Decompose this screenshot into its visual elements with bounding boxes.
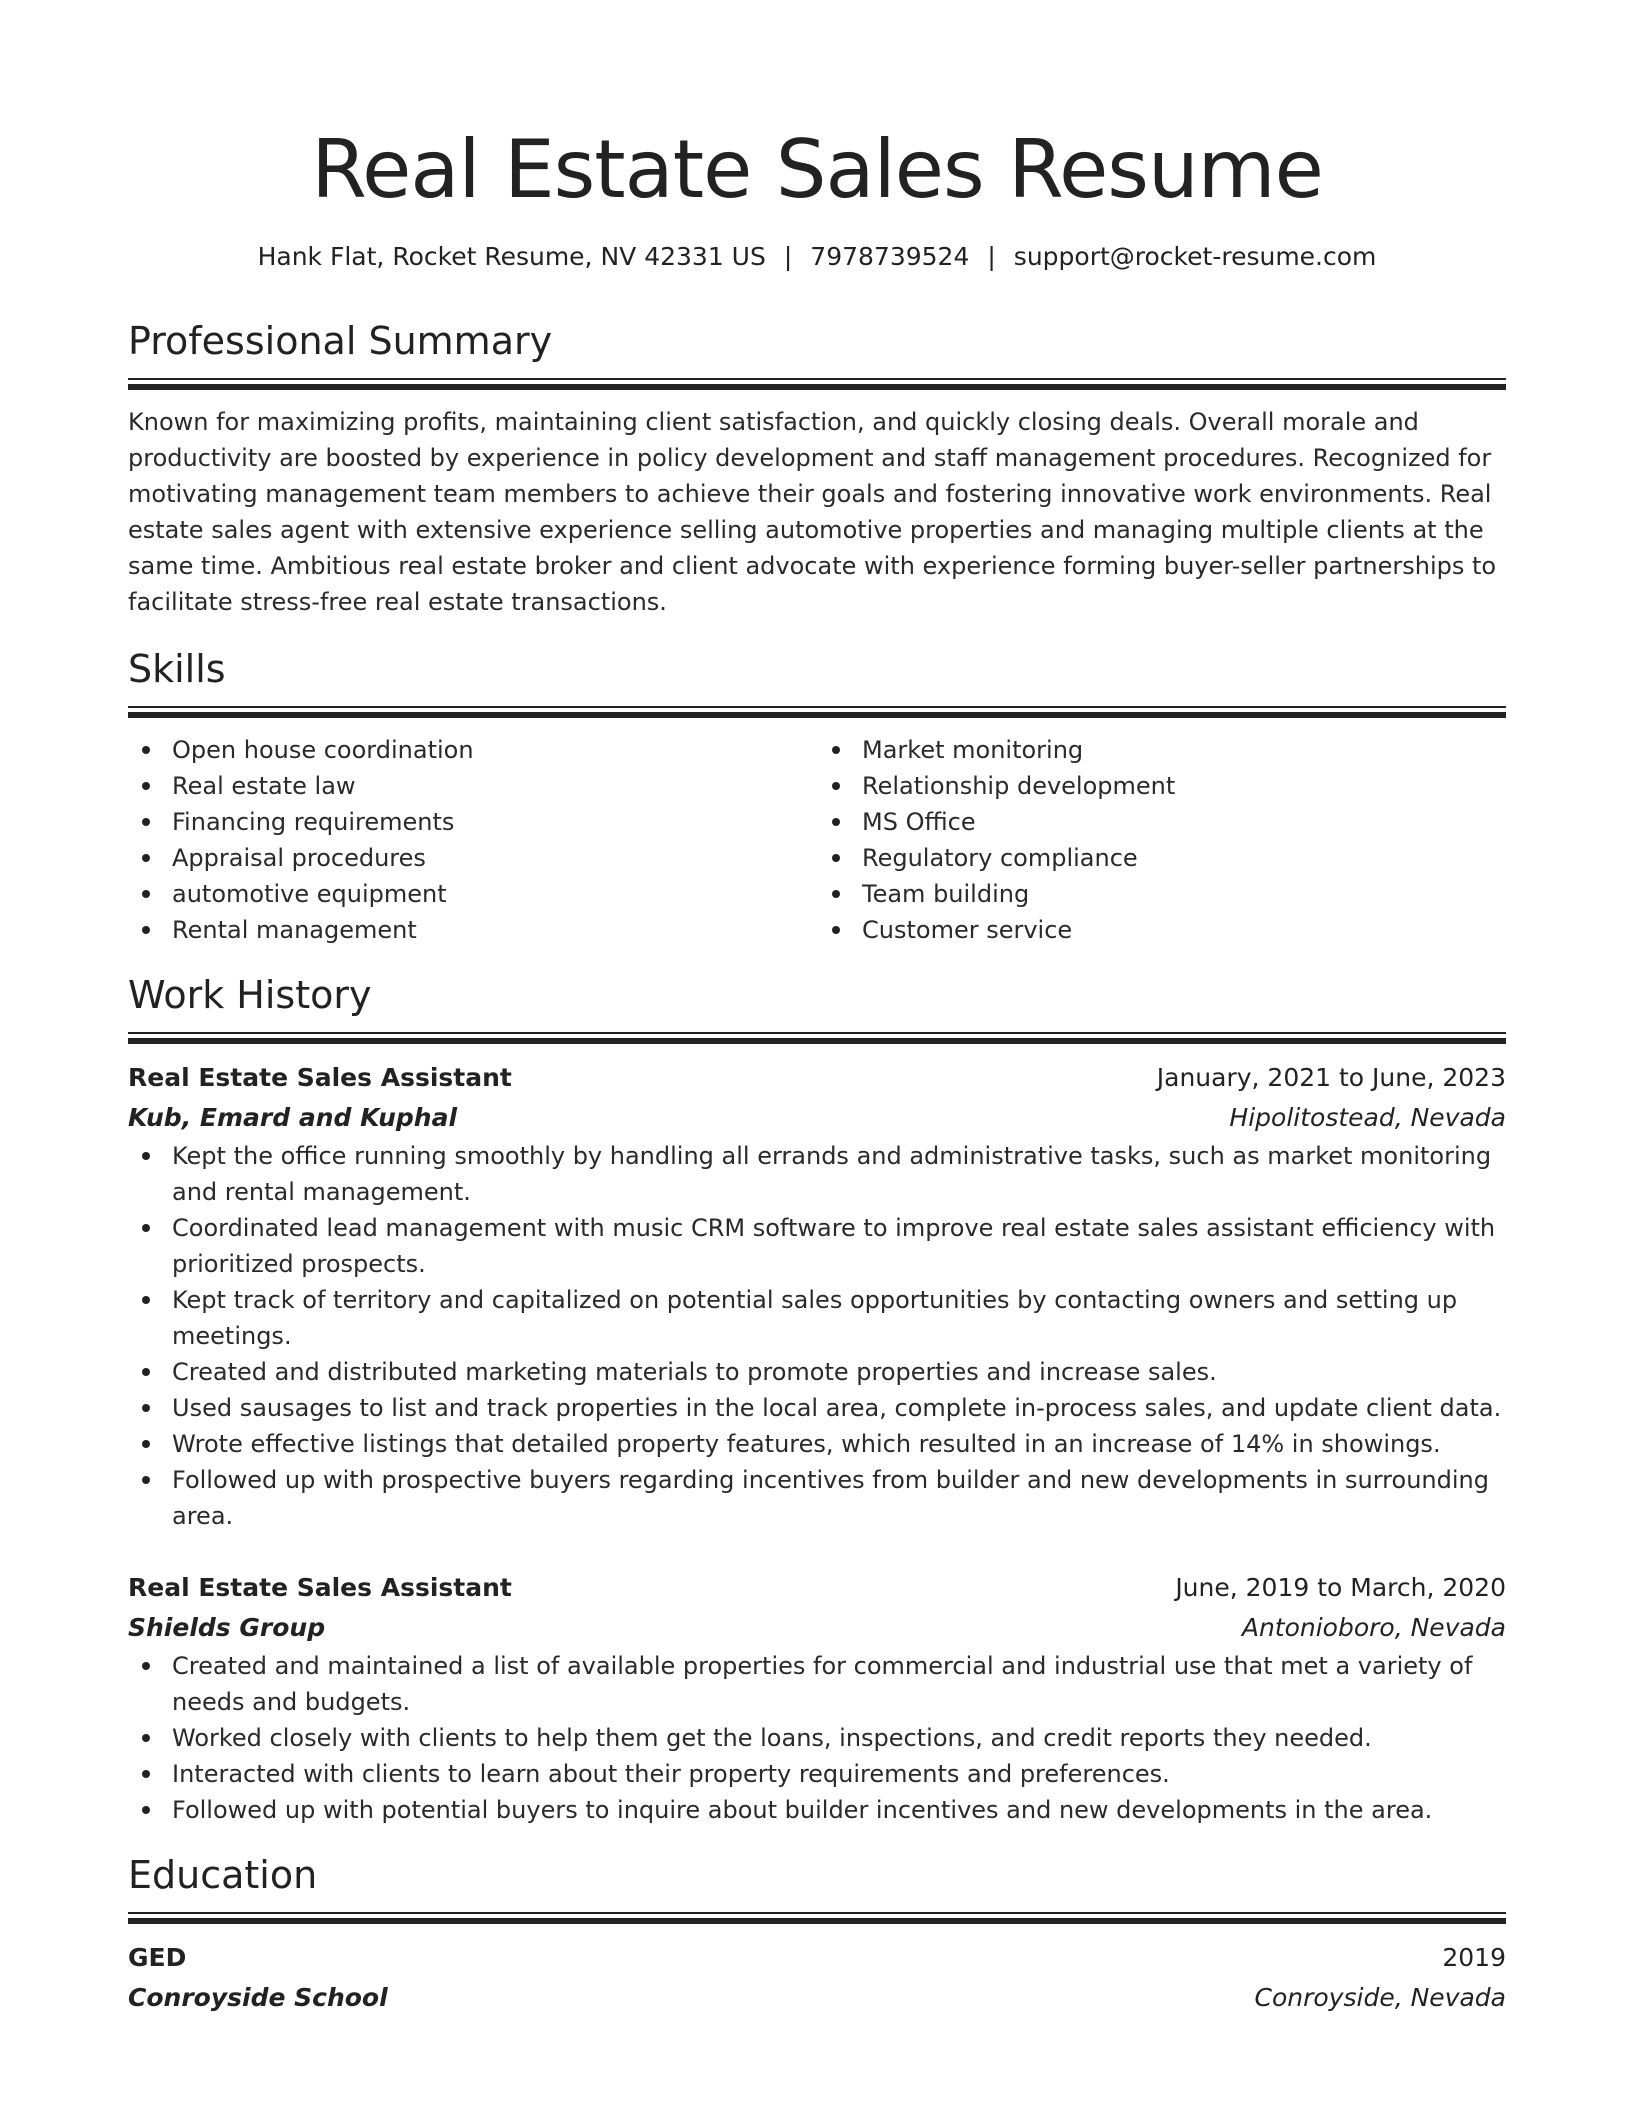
skill-item: Appraisal procedures bbox=[128, 840, 816, 876]
section-divider bbox=[128, 1912, 1506, 1924]
skills-grid bbox=[128, 732, 1506, 948]
skill-item: Rental management bbox=[128, 912, 816, 948]
bullet-icon bbox=[832, 818, 840, 826]
skill-item: Real estate law bbox=[128, 768, 816, 804]
skill-item: Financing requirements bbox=[128, 804, 816, 840]
bullet-icon bbox=[832, 854, 840, 862]
contact-separator: | bbox=[987, 242, 996, 271]
bullet-icon bbox=[142, 1662, 150, 1670]
summary-text: Known for maximizing profits, maintaining client satisfaction, and quickly closing deals. Overall morale and productivity are boosted by experience in policy development and staff management procedures. Recognized for motivating management team members to achieve their goals and fostering innovative work environments. Real estate sales agent with extensive experience selling automotive properties and managing multiple clients at the same time. Ambitious real estate broker and client advocate with experience forming buyer-seller partnerships to facilitate stress-free real estate transactions. bbox=[128, 408, 1497, 616]
school-location: Conroyside, Nevada bbox=[1254, 1983, 1506, 2012]
skill-item: Regulatory compliance bbox=[818, 840, 1506, 876]
bullet-icon bbox=[142, 1734, 150, 1742]
skills-column-right bbox=[816, 732, 1506, 948]
skill-item: Open house coordination bbox=[128, 732, 816, 768]
bullet-icon bbox=[142, 926, 150, 934]
job-title: Real Estate Sales Assistant bbox=[128, 1063, 512, 1092]
section-title-work-history: Work History bbox=[128, 973, 372, 1017]
school-name: Conroyside School bbox=[128, 1983, 388, 2012]
job-location: Antonioboro, Nevada bbox=[1241, 1613, 1506, 1642]
job-bullet: Used sausages to list and track properties in the local area, complete in-process sales, and update client data. bbox=[128, 1390, 1506, 1426]
skills-section bbox=[128, 644, 1506, 948]
bullet-icon bbox=[142, 1404, 150, 1412]
job-bullet: Followed up with potential buyers to inquire about builder incentives and new developments in the area. bbox=[128, 1792, 1506, 1828]
skills-column-left bbox=[128, 732, 816, 948]
education-section bbox=[128, 1850, 1506, 2018]
contact-separator: | bbox=[783, 242, 793, 271]
contact-line bbox=[128, 240, 1506, 274]
work-history-section bbox=[128, 970, 1506, 1828]
section-divider bbox=[128, 706, 1506, 718]
job-entry bbox=[128, 1568, 1506, 1828]
job-bullet: Coordinated lead management with music CRM software to improve real estate sales assistant efficiency with prioritized prospects. bbox=[128, 1210, 1506, 1282]
bullet-icon bbox=[142, 854, 150, 862]
job-dates: January, 2021 to June, 2023 bbox=[1156, 1063, 1506, 1092]
bullet-icon bbox=[142, 818, 150, 826]
skill-item: automotive equipment bbox=[128, 876, 816, 912]
bullet-icon bbox=[832, 890, 840, 898]
resume-title: Real Estate Sales Resume bbox=[311, 123, 1323, 216]
bullet-icon bbox=[832, 782, 840, 790]
bullet-icon bbox=[142, 1476, 150, 1484]
bullet-icon bbox=[142, 1806, 150, 1814]
section-divider bbox=[128, 1032, 1506, 1044]
job-bullet: Kept the office running smoothly by handling all errands and administrative tasks, such as market monitoring and rental management. bbox=[128, 1138, 1506, 1210]
graduation-year: 2019 bbox=[1442, 1943, 1506, 1972]
job-bullet: Kept track of territory and capitalized on potential sales opportunities by contacting owners and setting up meetings. bbox=[128, 1282, 1506, 1354]
bullet-icon bbox=[832, 926, 840, 934]
bullet-icon bbox=[142, 1296, 150, 1304]
job-entry bbox=[128, 1058, 1506, 1534]
section-title-skills: Skills bbox=[128, 647, 226, 691]
job-bullet: Created and distributed marketing materials to promote properties and increase sales. bbox=[128, 1354, 1506, 1390]
skill-item: Market monitoring bbox=[818, 732, 1506, 768]
bullet-icon bbox=[142, 746, 150, 754]
bullet-icon bbox=[142, 890, 150, 898]
skill-item: Relationship development bbox=[818, 768, 1506, 804]
skill-item: MS Office bbox=[818, 804, 1506, 840]
resume-page bbox=[128, 0, 1506, 2018]
skill-item: Customer service bbox=[818, 912, 1506, 948]
section-title-summary: Professional Summary bbox=[128, 319, 553, 363]
bullet-icon bbox=[142, 1152, 150, 1160]
contact-phone: 7978739524 bbox=[810, 242, 970, 271]
bullet-icon bbox=[142, 1770, 150, 1778]
degree: GED bbox=[128, 1943, 187, 1972]
skill-item: Team building bbox=[818, 876, 1506, 912]
bullet-icon bbox=[142, 1368, 150, 1376]
contact-address: Hank Flat, Rocket Resume, NV 42331 US bbox=[257, 242, 766, 271]
job-bullet: Worked closely with clients to help them get the loans, inspections, and credit reports they needed. bbox=[128, 1720, 1506, 1756]
bullet-icon bbox=[142, 1224, 150, 1232]
bullet-icon bbox=[142, 1440, 150, 1448]
bullet-icon bbox=[832, 746, 840, 754]
section-title-education: Education bbox=[128, 1853, 318, 1897]
company-name: Shields Group bbox=[128, 1613, 326, 1642]
job-bullet: Created and maintained a list of available properties for commercial and industrial use that met a variety of needs and budgets. bbox=[128, 1648, 1506, 1720]
contact-email: support@rocket-resume.com bbox=[1013, 242, 1377, 271]
job-bullet: Followed up with prospective buyers regarding incentives from builder and new developments in surrounding area. bbox=[128, 1462, 1506, 1534]
bullet-icon bbox=[142, 782, 150, 790]
section-divider bbox=[128, 378, 1506, 390]
company-name: Kub, Emard and Kuphal bbox=[128, 1103, 458, 1132]
job-location: Hipolitostead, Nevada bbox=[1229, 1103, 1506, 1132]
job-title: Real Estate Sales Assistant bbox=[128, 1573, 512, 1602]
summary-section bbox=[128, 316, 1506, 620]
job-bullet: Wrote effective listings that detailed property features, which resulted in an increase of 14% in showings. bbox=[128, 1426, 1506, 1462]
job-dates: June, 2019 to March, 2020 bbox=[1175, 1573, 1506, 1602]
job-bullet: Interacted with clients to learn about their property requirements and preferences. bbox=[128, 1756, 1506, 1792]
